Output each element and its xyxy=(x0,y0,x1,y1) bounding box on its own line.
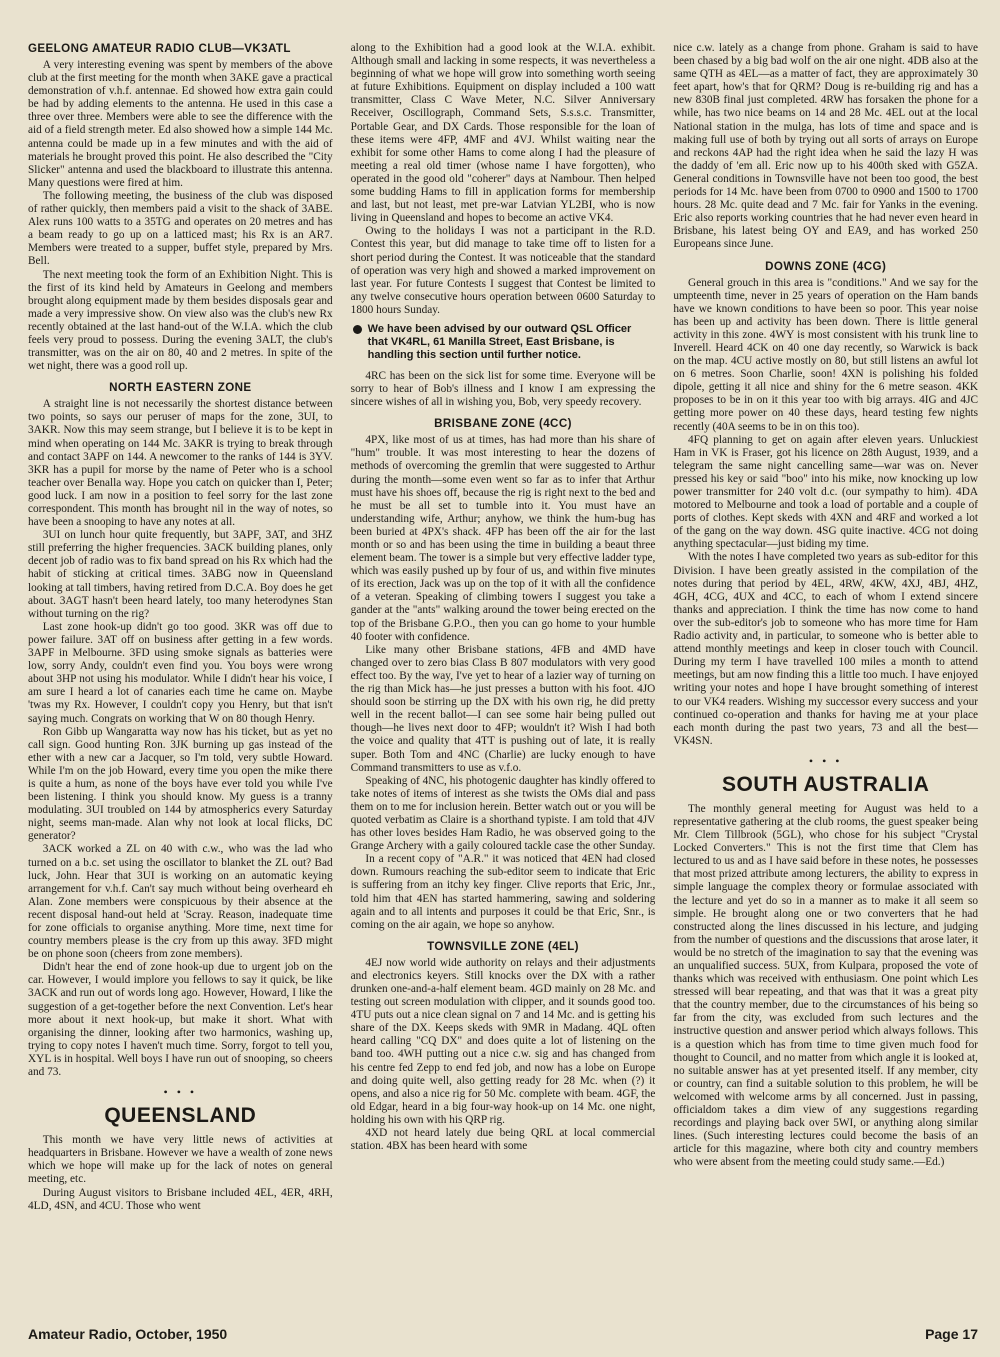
paragraph: 4XD not heard lately due being QRL at local commercial station. 4BX has been heard with some xyxy=(350,1127,656,1153)
section-heading-brisbane: BRISBANE ZONE (4CC) xyxy=(434,417,572,431)
paragraph: With the notes I have completed two years as sub-editor for this Division. I have been greatly assisted in the compilation of the notes during that period by 4EL, 4RW, 4KW, 4XJ, 4BJ, 4HZ, 4GH, 4CG, 4UX and 4CC, to each of whom I extend sincere thanks and appreciation. I think the time has now come to hand over the sub-editor's job to someone who has more time for Ham Radio activity and, in particular, to someone who is better able to attend monthly meetings and keep in closer touch with Council. During my term I have travelled 100 miles a month to attend meetings, but am now finding this a little too much. I have enjoyed writing your notes and hope I have brought something of interest to our VK4 readers. Wishing my successor every success and your continued co-operation and thanks for having me at your place each month during the past two years, 73 and all the best—VK4SN. xyxy=(673,551,979,747)
bullet-icon xyxy=(353,325,362,334)
page-number: Page 17 xyxy=(925,1326,978,1342)
paragraph: The monthly general meeting for August was held to a representative gathering at the club rooms, the guest speaker being Mr. Clem Tillbrook (5GL), who chose for his subject "Crystal Locked Converters." This is not the first time that Clem has lectured to us and as I have said before in these notes, he possesses that most prized attribute among lecturers, the ability to express in simple language the complex theory or formulae associated with the lecture and yet do so in a manner as to make it all seem so simple. He brought along one or two converters that he had constructed along the lines discussed in his lecture, and judging from the number of questions and the discussions that arose later, it would be no stretch of the imagination to say that the evening was an unqualified success. 5UX, from Kulpara, proposed the vote of thanks which was received with enthusiasm. One point which Les stressed will bear repeating, and that was that it was a great pity that the country member, due to the circumstances of his being so far from the city, was excluded from such lectures and the instructive question and answer period which always follows. This is a question which has from time to time given much food for thought to Council, and no matter from which angle it is looked at, no suitable answer has at yet presented itself. If any member, city or country, can find a suitable solution to this problem, he will be welcomed with welcome arms by all concerned. Just in passing, officialdom takes a dim view of any suggestions regarding recordings and playing back over 5WI, or anything along similar lines. (Such interesting lectures could become the basis of an article for this magazine, where both city and country members who were absent from the meeting could study same.—Ed.) xyxy=(673,802,979,1169)
paragraph: Like many other Brisbane stations, 4FB and 4MD have changed over to zero bias Class B 807 modulators with very good effect too. By the way, I've yet to hear of a lazier way of turning on the rig than Mick has—he just presses a button with his foot. 4JO should soon be stirring up the DX with his own rig, he did pretty well in the recent ballot—I can see some hair being pulled out though—he lives next door to 4FP; wouldn't it? Wish I had both the voice and quality that 4TT is pushing out of late, it is really super. Both Tom and 4NC (Charlie) are lucky enough to have Command transmitters to use as v.f.o. xyxy=(350,643,656,774)
paragraph: 4PX, like most of us at times, has had more than his share of "hum" trouble. It was most interesting to hear the dozens of methods of overcoming the gremlin that were suggested to Arthur during the month—some even went so far as to infer that Arthur must have his shoes off, because the rig is right next to the bed and he must be all set to tumble into it. You must have an understanding wife, Arthur; anyhow, we think the hum-bug has been buried at 4PX's shack. 4FP has been off the air for the last month or so and has been using the time in building a beaut three element beam. The tower is a simple but very effective ladder type, which was easily pushed up by four of us, and within five minutes of its erection, Jack was up on the top of it with all the confidence of a veteran. Speaking of climbing towers I suggest you take a gander at the "ants" walking around the tower being erected on the top of the Brisbane G.P.O., then you can go home to your humble 40 footer with confidence. xyxy=(350,434,656,643)
text-columns xyxy=(28,42,978,1310)
section-divider: • • • xyxy=(808,753,843,768)
column-2 xyxy=(351,42,656,1310)
paragraph: 4RC has been on the sick list for some time. Everyone will be sorry to hear of Bob's illness and I know I am expressing the sincere wishes of all in wishing you, Bob, very speedy recovery. xyxy=(350,369,656,409)
paragraph: nice c.w. lately as a change from phone. Graham is said to have been chased by a big bad wolf on the air one night. 4DB also at the same QTH as 4EL—as a matter of fact, they are approximately 30 feet apart, how's that for QRM? Doug is re-building rig and has a new 830B final just completed. 4RW has forsaken the phone for a while, has two nice beams on 14 and 28 Mc. 4EL out at the local National station in the mulga, has lots of time and space and is making full use of both by trying out all sorts of arrays on Europe and reckons 4AP had the right idea when he said the lazy H was the daddy of 'em all. Eric now up to his 400th sked with G5ZA. General conditions in Townsville have not been too good, the best periods for 14 Mc. have been from 0700 to 0900 and 1500 to 1700 hours. 28 Mc. quite dead and 7 Mc. fair for Yanks in the evening. Eric also reports working countries that he had never even heard in Brisbane, his latest being OY and EA9, and has worked 250 Europeans since June. xyxy=(673,42,979,251)
paragraph: 4EJ now world wide authority on relays and their adjustments and electronics keyers. Still knocks over the DX with a rather drunken one-and-a-half element beam. 4GD mainly on 28 Mc. and testing out screen modulation with clipper, and it sounds good too. 4TU puts out a nice clean signal on 7 and 14 Mc. and is getting his share of the DX. Keeps skeds with 9MR in Madang. 4QL often heard calling "CQ DX" and does quite a lot of listening on the band too. 4WH putting out a nice c.w. sig and has changed from his centre fed Zepp to end fed job, and now has a lobe on Europe and doing quite well, also getting ready for 28 Mc. when (?) it opens, and also a nice rig for 50 Mc. complete with beam. 4GF, the old Edgar, heard in a big four-way hook-up on 14 Mc. one night, holding his own with his QRP rig. xyxy=(350,956,656,1126)
qsl-notice xyxy=(353,323,654,362)
paragraph: In a recent copy of "A.R." it was noticed that 4EN had closed down. Rumours reaching the sub-editor seem to indicate that Eric is suffering from an itchy key finger. Clive reports that Eric, Jnr., told him that 4EN has started hammering, sawing and soldering again and to all intents and purposes it could be that Eric, Snr., is coming on the air again, we hope so anyhow. xyxy=(350,853,656,931)
paragraph: Ron Gibb up Wangaratta way now has his ticket, but as yet no call sign. Good hunting Ron. 3JK burning up gas instead of the ether with a new car a Jacquer, so I'm told, very subtle Howard. While I'm on the job Howard, every time you open the mike there is quite a hum, as none of the boys have ever told you while I've been listening. I think you should know. My guess is a tranny modulating. 3UI troubled on 144 by atmospherics every Saturday night, seems man-made. Alan why not look at local flicks, DC generator? xyxy=(28,725,333,843)
page-footer xyxy=(28,1326,978,1342)
paragraph: The next meeting took the form of an Exhibition Night. This is the first of its kind held by Amateurs in Geelong and members brought along equipment made by them besides disposals gear and made a very impressive show. On view also was the club's new Rx recently obtained at the last hand-out of the W.I.A. which the club feels very proud to possess. During the evening 3ALT, the club's transmitter, was on the air on 80, 40 and 2 metres. In spite of the wet night, there was a good roll up. xyxy=(28,268,333,373)
paragraph: Didn't hear the end of zone hook-up due to urgent job on the car. However, I would implore you fellows to say it quick, be like 3ACK and run out of words long ago. However, Howard, I like the suggestion of a get-together before the next Convention. Let's hear more about it next hook-up, but make it short. What with organising the dinner, looking after two harmonics, washing up, trying to copy notes I haven't much time. Sorry, forgot to tell you, XYL is in hospital. Well boys I have run out of snooping, so cheers and 73. xyxy=(28,961,333,1079)
section-heading-geelong: GEELONG AMATEUR RADIO CLUB—VK3ATL xyxy=(28,42,291,55)
section-heading-townsville: TOWNSVILLE ZONE (4EL) xyxy=(427,939,579,953)
section-heading-queensland: QUEENSLAND xyxy=(104,1104,257,1128)
column-1 xyxy=(28,42,333,1310)
column-3 xyxy=(673,42,978,1310)
paragraph: 3ACK worked a ZL on 40 with c.w., who was the lad who turned on a b.c. set using the oscillator to blanket the ZL out? Bad luck, John. Hear that 3UI is working on an automatic keying arrangement for v.h.f. Can't say much without being overheard eh Alan. Zone members were conspicuous by their absence at the recent disposal hand-out held at 'Scray. Reason, inadequate time for zone officials to organise anything. More time, next time for country members please is the cry from up this away. 3FD might be on phone soon (cheers from zone members). xyxy=(28,843,333,961)
paragraph: A straight line is not necessarily the shortest distance between two points, so says our peruser of maps for the zone, 3UI, to 3AKR. Now this may seem strange, but I believe it is to be kept in mind when operating on 144 Mc. 3AKR is trying to break through and contact 3APF on 144. A newcomer to the ranks of 144 is 3YV. 3KR has a pupil for morse by the name of Peter who is a school teacher over Benalla way. Hope you catch on quicker than I, Peter; good luck. I am now in a position to feel sorry for the last zone correspondent. This month has brought nil in the way of notes, so have been a snooping to have any notes at all. xyxy=(28,398,333,529)
paragraph: 3UI on lunch hour quite frequently, but 3APF, 3AT, and 3HZ still preferring the higher frequencies. 3ACK building planes, only decent job of radio was to fix band spread on his Rx which had the habit of sticking at critical times. 3ABG now in Queensland looking at tall timbers, having retired from D.C.A. Boy does he get about. 3AGT hasn't been heard lately, too many heterodynes Stan without turning on the rig? xyxy=(28,529,333,620)
paragraph: General grouch in this area is "conditions." And we say for the umpteenth time, never in 25 years of operation on the Ham bands have we known conditions to have been so poor. This year noise has been up and activity has been down. There is little general activity in this zone. 4WY is most consistent with his trunk line to Inverell. Heard 4CK on 40 one day recently, so Warwick is back on the map. 4CU active mostly on 80, but still listens an awful lot on 6 metres. Soon Charlie, soon! 4XN is polishing his folded dipole, getting it all nice and shiny for the 6 metre season. 4KK proposes to be in on it this year too with big arrays. 4IG and 4JC getting more power on 40 these days, heard testing few nights recently (40A seems to be in on this too). xyxy=(673,276,979,433)
section-heading-south-australia: SOUTH AUSTRALIA xyxy=(721,772,930,796)
paragraph: Owing to the holidays I was not a participant in the R.D. Contest this year, but did manage to take time off to listen for a short period during the Contest. It was noticeable that the standard of operation was very high and showed a marked improvement on last year. For future Contests I suggest that Contest be limited to any twelve consecutive hours operation between 0600 Saturday to 1800 hours Sunday. xyxy=(350,225,656,316)
paragraph: During August visitors to Brisbane included 4EL, 4ER, 4RH, 4LD, 4SN, and 4CU. Those who went xyxy=(28,1186,333,1212)
paragraph: Last zone hook-up didn't go too good. 3KR was off due to power failure. 3AT off on business after getting in a few words. 3APF in Melbourne. 3FD using smoke signals as batteries were low, sorry Andy, couldn't even find you. You boys were wrong about 3HP not using his modulator. While I didn't hear his voice, I am sure I heard a lot of canaries each time he came on. Maybe 'twas my Rx. However, I couldn't copy you Henry, but that isn't saying much. Congrats on working that W on 80 though Henry. xyxy=(28,620,333,725)
section-heading-downs: DOWNS ZONE (4CG) xyxy=(765,259,887,273)
section-divider: • • • xyxy=(163,1085,198,1100)
paragraph: Speaking of 4NC, his photogenic daughter has kindly offered to take notes of items of interest as she twists the OMs dial and pass them on to me for inclusion herein. Better watch out or you will be quoted verbatim as Claire is a shorthand typiste. I am told that 4JV has other loves besides Ham Radio, he was observed going to the Grange Archery with a gaily coloured tackle case the other Sunday. xyxy=(350,774,656,853)
paragraph: 4FQ planning to get on again after eleven years. Unluckiest Ham in VK is Fraser, got his licence on 28th August, 1939, and a telegram the same night cancelling same—war was on. Never pressed his key or said "boo" into his mike, now knocking up low power transmitter for 240 volt d.c. (our sympathy to him). 4DA motored to Melbourne and took a load of portable and a couple of ports of clothes. Kept skeds with 4XN and 4RF and worked a lot of the gang on the way down. 4SG quite inactive. 4CG not doing anything spectacular—just biding my time. xyxy=(673,433,979,551)
paragraph: A very interesting evening was spent by members of the above club at the first meeting for the month when 3AKE gave a practical demonstration of v.h.f. antennae. Ed showed how extra gain could be had by adding elements to the antenna. He used in this case a three over three. Members were able to see the difference with the aid of a field strength meter. Ed also showed how a simple 144 Mc. antenna could be made up in a few minutes and with the aid of materials he brought proved this point. He also described the "City Slicker" antenna and used the blackboard to illustrate this antenna. Many questions were fired at him. xyxy=(28,59,333,189)
section-heading-north-eastern: NORTH EASTERN ZONE xyxy=(109,381,252,395)
footer-publication: Amateur Radio, October, 1950 xyxy=(28,1326,228,1342)
paragraph: The following meeting, the business of the club was disposed of rather quickly, then members paid a visit to the shack of 3ABE. Alex runs 100 watts to a 35TG and operates on 20 metres and has a beam ready to go up on a latticed mast; his Rx is an AR7. Members were treated to a supper, buffet style, prepared by Mrs. Bell. xyxy=(28,189,333,268)
paragraph: This month we have very little news of activities at headquarters in Brisbane. However we have a wealth of zone news which we hope will make up for the lack of notes on general meeting, etc. xyxy=(28,1134,333,1186)
qsl-notice-text: We have been advised by our outward QSL Officer that VK4RL, 61 Manilla Street, East Brisbane, is handling this section until further notice. xyxy=(367,322,632,361)
paragraph: along to the Exhibition had a good look at the W.I.A. exhibit. Although small and lacking in some respects, it was nevertheless a beginning of what we hope will grow into something worth seeing at future Exhibitions. Equipment on display included a 100 watt transmitter, Class C Wave Meter, N.C. Silver Anniversary Receiver, Oscillograph, Command Sets, S.s.s.c. Transmitter, Portable Gear, and DX Cards. Those responsible for the loan of these items were 4FP, 4MF and 4VJ. Whilst waiting near the exhibit for some other Hams to come along I had the pleasure of meeting a real old timer (whose name I have forgotten), who operated in the good old "coherer" days at Nambour. Then helped some budding Hams to fill in application forms for membership and last, but not least, met pre-war Latvian YL2BI, who is now living in Queensland and hopes to become an active VK4. xyxy=(350,42,656,225)
